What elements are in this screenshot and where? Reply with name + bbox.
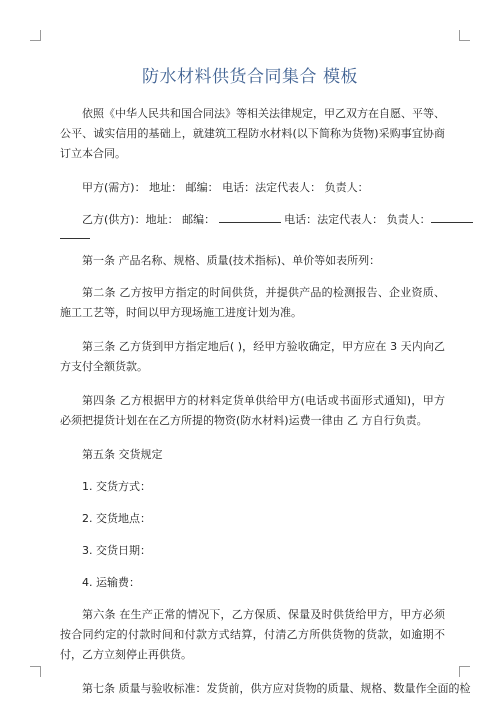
delivery-item-4: 4. 运输费： <box>82 576 140 589</box>
crop-mark-bottom-left <box>30 666 41 677</box>
crop-mark-bottom-right <box>459 666 470 677</box>
article-3: 第三条 乙方货到甲方指定地后( )，经甲方验收确定，甲方应在 3 天内向乙方支付全额货款。 <box>60 340 445 373</box>
postcode-blank <box>219 210 281 223</box>
article-7: 第七条 质量与验收标准：发货前，供方应对货物的质量、规格、数量作全面的检 <box>82 682 471 695</box>
document-title: 防水材料供货合同集合 模板 <box>142 67 358 87</box>
delivery-item-3: 3. 交货日期： <box>82 544 151 557</box>
article-6: 第六条 在生产正常的情况下，乙方保质、保量及时供货给甲方，甲方必须按合同约定的付款时间和付款方式结算，付清乙方所供货物的货款，如逾期不付，乙方立刻停止再供货。 <box>60 608 445 661</box>
crop-mark-top-left <box>30 30 41 41</box>
article-5: 第五条 交货规定 <box>82 448 163 461</box>
document-body <box>60 104 471 711</box>
party-b-line <box>60 210 445 230</box>
party-b-prefix: 乙方(供方)：地址： 邮编： <box>82 213 216 226</box>
party-b-mid: 电话：法定代表人： 负责人： <box>284 213 431 226</box>
delivery-item-2: 2. 交货地点： <box>82 512 151 525</box>
responsible-blank <box>431 210 473 223</box>
intro-paragraph: 依照《中华人民共和国合同法》等相关法律规定，甲乙双方在自愿、平等、公平、诚实信用的基础上，就建筑工程防水材料(以下简称为货物)采购事宜协商订立本合同。 <box>60 107 445 160</box>
article-4: 第四条 乙方根据甲方的材料定货单供给甲方(电话或书面形式通知)，甲方必须把提货计划在在乙方所提的物资(防水材料)运费一律由 乙 方自行负责。 <box>60 394 445 427</box>
article-2: 第二条 乙方按甲方指定的时间供货，并提供产品的检测报告、企业资质、施工工艺等，时间以甲方现场施工进度计划为准。 <box>60 286 445 319</box>
article-1: 第一条 产品名称、规格、质量(技术指标)、单价等如表所列： <box>82 254 381 267</box>
party-a-line: 甲方(需方)： 地址： 邮编： 电话：法定代表人： 负责人： <box>82 181 369 194</box>
crop-mark-top-right <box>459 30 470 41</box>
delivery-item-1: 1. 交货方式： <box>82 480 151 493</box>
